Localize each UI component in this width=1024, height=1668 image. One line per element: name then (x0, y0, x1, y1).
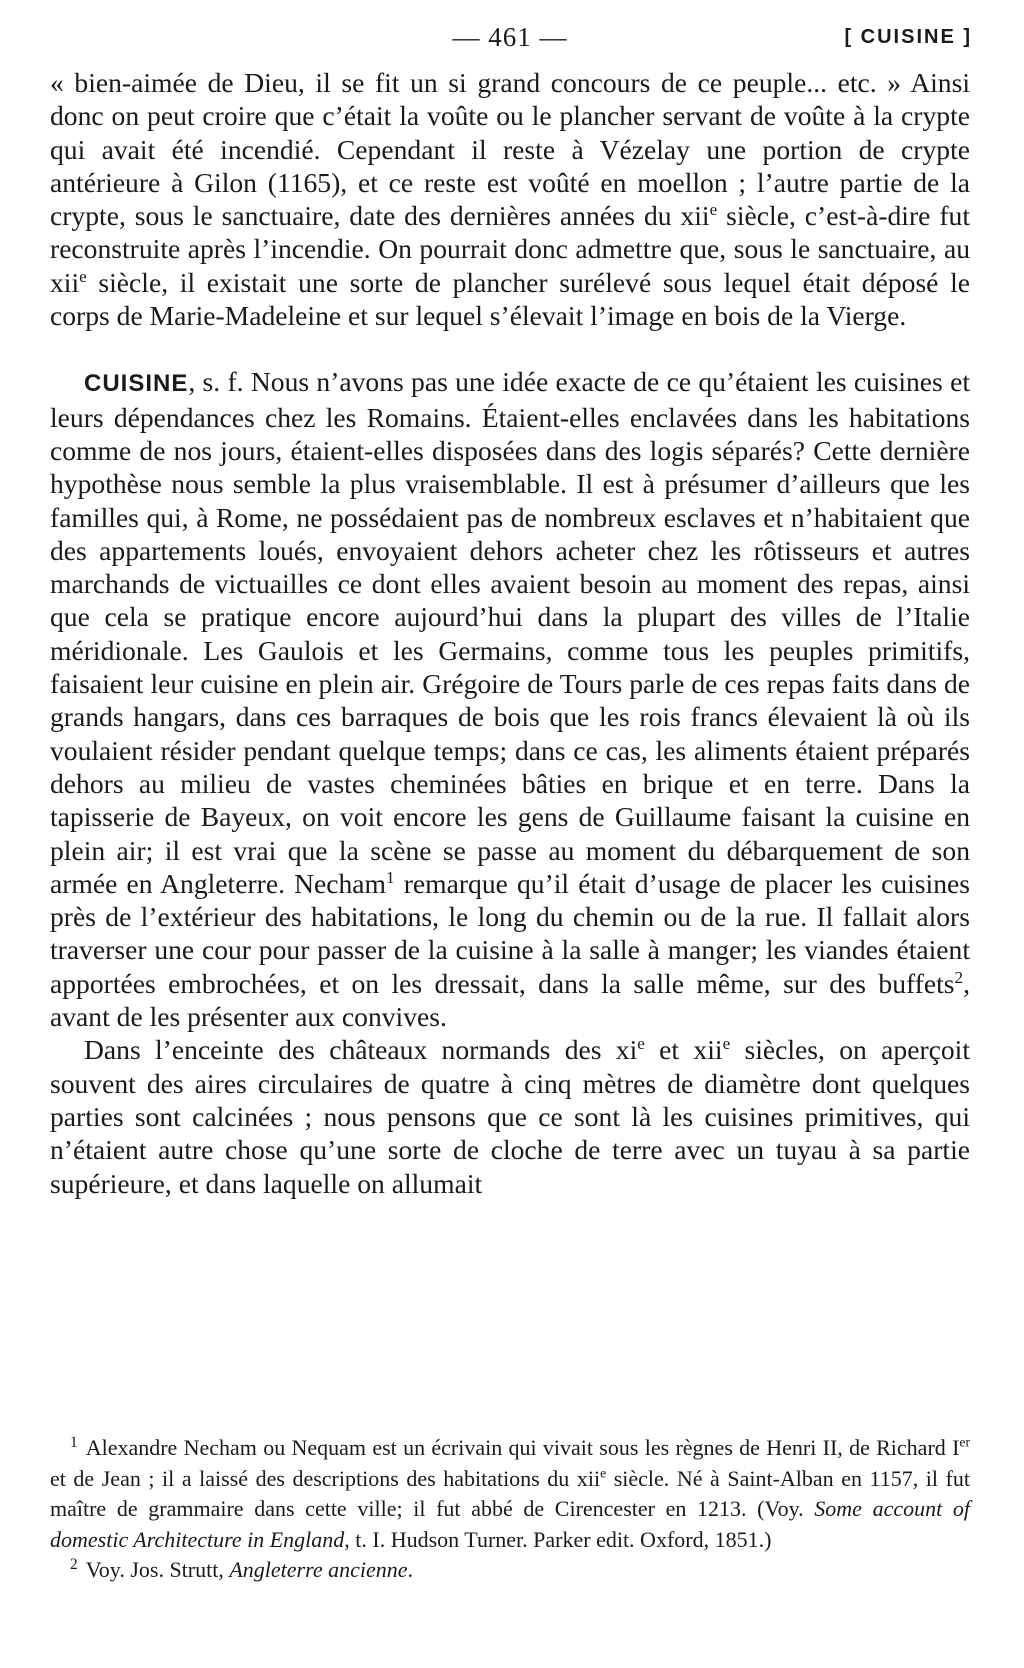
footnotes (50, 1433, 970, 1586)
article-headword: CUISINE (84, 370, 189, 398)
body-text (50, 66, 970, 1200)
article-paragraph: CUISINE, s. f. Nous n’avons pas une idée exacte de ce qu’étaient les cuisines et leurs dépendances chez les Romains. Étaient-elles enclavées dans les habitations comme de nos jours, étaient-elles disposées dans des logis séparés? Cette dernière hypothèse nous semble la plus vraisemblable. Il est à présumer d’ailleurs que les familles qui, à Rome, ne possédaient pas de nombreux esclaves et n’habitaient que des appartements loués, envoyaient dehors acheter chez les rôtisseurs et autres marchands de victuailles ce dont elles avaient besoin au moment des repas, ainsi que cela se pratique encore aujourd’hui dans la plupart des villes de l’Italie méridionale. Les Gaulois et les Germains, comme tous les peuples primitifs, faisaient leur cuisine en plein air. Grégoire de Tours parle de ces repas faits dans de grands hangars, dans ces barraques de bois que les rois francs élevaient là où ils voulaient résider pendant quelque temps; dans ce cas, les aliments étaient préparés dehors au milieu de vastes cheminées bâties en brique et en terre. Dans la tapisserie de Bayeux, on voit encore les gens de Guillaume faisant la cuisine en plein air; il est vrai que la scène se passe au moment du débarquement de son armée en Angleterre. Necham$^1$ remarque qu’il était d’usage de placer les cuisines près de l’extérieur des habitations, le long du chemin ou de la rue. Il fallait alors traverser une cour pour passer de la cuisine à la salle à manger; les viandes étaient apportées embrochées, et on les dressait, dans la salle même, sur des buffets$^2$, avant de les présenter aux convives. (50, 366, 970, 1033)
footnote-ref-2[interactable]: 2 (954, 967, 964, 987)
footnote-book-title: Some account of domestic Architecture in England (50, 1496, 971, 1552)
footnote-ref-1[interactable]: 1 (386, 867, 395, 887)
footnote-2: $^2$ Voy. Jos. Strutt, Angleterre ancienne. (70, 1556, 414, 1583)
paragraph-chateaux: Dans l’enceinte des châteaux normands des $xi^e$ et xii$^e$ siècles, on aperçoit souvent des aires circulaires de quatre à cinq mètres de diamètre dont quelques parties sont calcinées ; nous pensons que ce sont là les cuisines primitives, qui n’étaient autre chose qu’une sorte de cloche de terre avec un tuyau à sa partie supérieure, et dans laquelle on allumait (50, 1034, 971, 1199)
footnote-1: $^1$ Alexandre Necham ou Nequam est un écrivain qui vivait sous les règnes de Henri II, de Richard Ier et de Jean ; il a laissé des descriptions des habitations du xii$^e$ siècle. Né à Saint-Alban en 1157, il fut maître de grammaire dans cette ville; il fut abbé de Cirencester en 1213. (Voy. Some account of domestic Architecture in England, t. I. Hudson Turner. Parker edit. Oxford, 1851.) (50, 1433, 971, 1552)
footnote-marker-1: 1 (70, 1433, 78, 1451)
paragraph-continuation: « bien-aimée de Dieu, il se fit un si grand concours de ce peuple... etc. » Ainsi donc on peut croire que c’était la voûte ou le plancher servant de voûte à la crypte qui avait été incendié. Cependant il reste à Vézelay une portion de crypte antérieure à Gilon (1165), et ce reste est voûté en moellon ; l’autre partie de la crypte, sous le sanctuaire, date des dernières années du xii$^e$ siècle, c’est-à-dire fut reconstruite après l’incendie. On pourrait donc admettre que, sous le sanctuaire, au xii$^e$ siècle, il existait une sorte de plancher surélevé sous lequel était déposé le corps de Marie-Madeleine et sur lequel s’élevait l’image en bois de la Vierge. (50, 67, 970, 332)
grammatical-note: , s. f. (188, 366, 244, 398)
footnote-marker-2: 2 (70, 1556, 78, 1574)
running-head: [ CUISINE ] (844, 26, 972, 48)
footnote-book-title: Angleterre ancienne (229, 1557, 408, 1583)
page-number: — 461 — (452, 22, 568, 52)
page-header (0, 22, 1024, 56)
